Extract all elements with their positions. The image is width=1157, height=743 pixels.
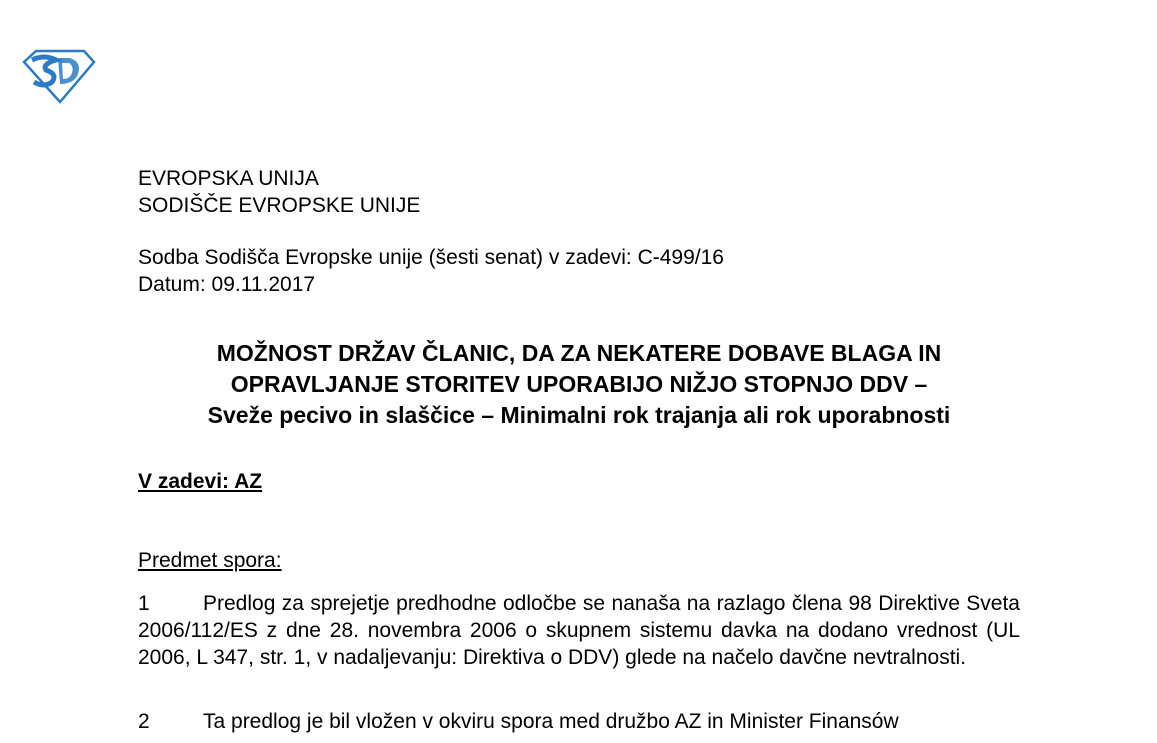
section-heading: Predmet spora: bbox=[138, 549, 282, 572]
case-date: Datum: 09.11.2017 bbox=[138, 273, 316, 296]
paragraph-2 bbox=[138, 708, 1020, 735]
paragraph-1 bbox=[138, 590, 1020, 671]
paragraph-number: 1 bbox=[138, 592, 150, 615]
case-reference: Sodba Sodišča Evropske unije (šesti senat) v zadevi: C-499/16 bbox=[138, 246, 724, 269]
court-header bbox=[138, 165, 1020, 219]
sodisce-logo-icon bbox=[22, 48, 96, 104]
case-subject: V zadevi: AZ bbox=[138, 470, 263, 493]
paragraph-number: 2 bbox=[138, 710, 150, 733]
title-line-1: MOŽNOST DRŽAV ČLANIC, DA ZA NEKATERE DOBAVE BLAGA IN bbox=[216, 340, 942, 366]
title-line-3: Sveže pecivo in slaščice – Minimalni rok trajanja ali rok uporabnosti bbox=[207, 402, 951, 428]
document-title bbox=[138, 338, 1020, 431]
header-line-court: SODIŠČE EVROPSKE UNIJE bbox=[138, 194, 421, 217]
paragraph-text: Predlog za sprejetje predhodne odločbe se nanaša na razlago člena 98 Direktive Sveta 2006/112/ES z dne 28. novembra 2006 o skupnem sistemu davka na dodano vrednost (UL 2006, L 347, str. 1, v nadaljevanju: Direktiva o DDV) glede na načelo davčne nevtralnosti. bbox=[138, 592, 1020, 669]
header-line-eu: EVROPSKA UNIJA bbox=[138, 167, 319, 190]
title-line-2: OPRAVLJANJE STORITEV UPORABIJO NIŽJO STOPNJO DDV – bbox=[230, 371, 928, 397]
paragraph-text: Ta predlog je bil vložen v okviru spora med družbo AZ in Minister Finansów bbox=[203, 710, 899, 733]
case-info bbox=[138, 244, 1020, 298]
